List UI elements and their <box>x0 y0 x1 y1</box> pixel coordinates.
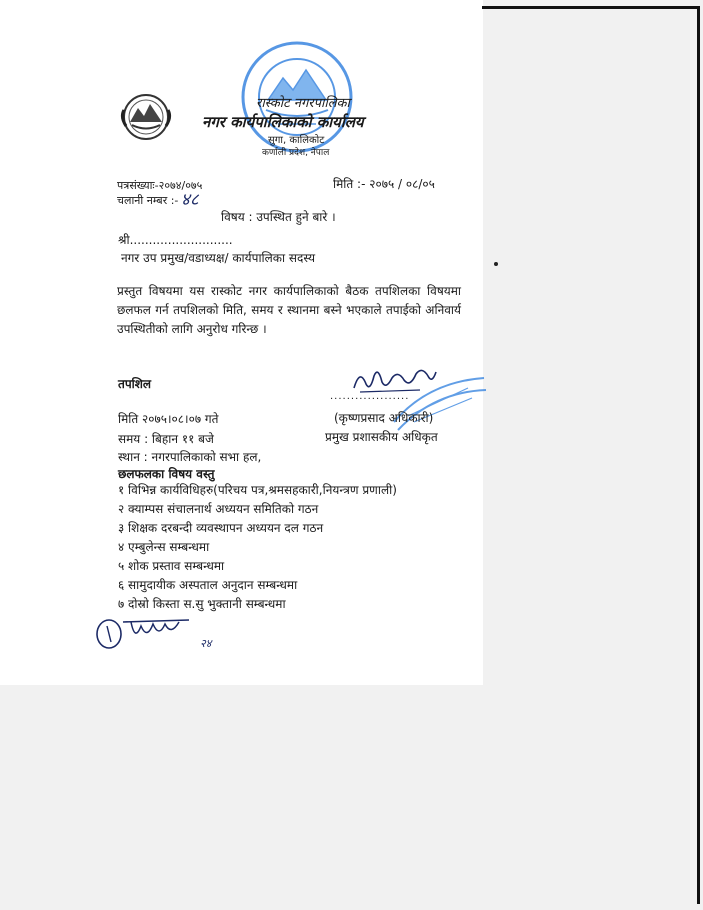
agenda-item: ३ शिक्षक दरबन्दी व्यवस्थापन अध्ययन दल गठन <box>118 521 324 535</box>
meeting-date: मिति २०७५।०८।०७ गते <box>118 412 219 426</box>
agenda-item: ५ शोक प्रस्ताव सम्बन्धमा <box>118 559 225 573</box>
meeting-place: स्थान : नगरपालिकाको सभा हल, <box>118 450 262 464</box>
agenda-item: ७ दोस्रो किस्ता स.सु भुक्तानी सम्बन्धमा <box>118 597 286 611</box>
signatory-title: प्रमुख प्रशासकीय अधिकृत <box>325 430 438 444</box>
province-name: कर्णाली प्रदेश, नेपाल <box>262 148 330 158</box>
scan-speck <box>494 262 498 266</box>
scan-border-right <box>697 6 700 904</box>
signatory-name: (कृष्णप्रसाद अधिकारी) <box>334 411 434 425</box>
agenda-list <box>118 481 397 614</box>
recipient-designation: नगर उप प्रमुख/वडाध्यक्ष/ कार्यपालिका सदस्य <box>121 251 316 265</box>
handwritten-number: २४ <box>200 637 212 650</box>
letter-date: मिति :- २०७५ / ०८/०५ <box>333 177 435 191</box>
dispatch-number-value: ४८ <box>181 190 199 210</box>
dispatch-number-label: चलानी नम्बर :- <box>117 194 179 207</box>
agenda-item: १ विभिन्न कार्यविधिहरु(परिचय पत्र,श्रमसहकारी,नियन्त्रण प्रणाली) <box>118 483 397 497</box>
letter-body: प्रस्तुत विषयमा यस रास्कोट नगर कार्यपालिकाको बैठक तपशिलका विषयमा छलफल गर्न तपशिलको मिति, समय र स्थानमा बस्ने भएकाले तपाईको अनिवार्य उपस्थितीको लागि अनुरोध गरिन्छ । <box>117 284 461 336</box>
details-heading: तपशिल <box>118 377 152 391</box>
subject-line: विषय : उपस्थित हुने बारे । <box>221 210 336 224</box>
government-emblem-icon <box>120 92 172 142</box>
office-location: सुगा, कालिकोट <box>268 135 325 146</box>
scan-border-top <box>482 6 698 9</box>
agenda-item: ६ सामुदायीक अस्पताल अनुदान सम्बन्धमा <box>118 578 298 592</box>
signature-line: ................... <box>330 391 410 402</box>
handwritten-initials-icon <box>93 612 205 654</box>
municipality-name: रास्कोट नगरपालिका <box>256 96 350 111</box>
agenda-item: २ क्याम्पस संचालनार्थ अध्ययन समितिको गठन <box>118 502 319 516</box>
reference-number: पत्रसंख्याः-२०७४/०७५ <box>117 179 203 192</box>
meeting-time: समय : बिहान ११ बजे <box>118 432 214 446</box>
office-name: नगर कार्यपालिकाको कार्यालय <box>202 113 364 131</box>
recipient-salutation: श्री........................... <box>118 233 233 247</box>
agenda-item: ४ एम्बुलेन्स सम्बन्धमा <box>118 540 210 554</box>
agenda-heading: छलफलका विषय वस्तु <box>118 467 215 481</box>
